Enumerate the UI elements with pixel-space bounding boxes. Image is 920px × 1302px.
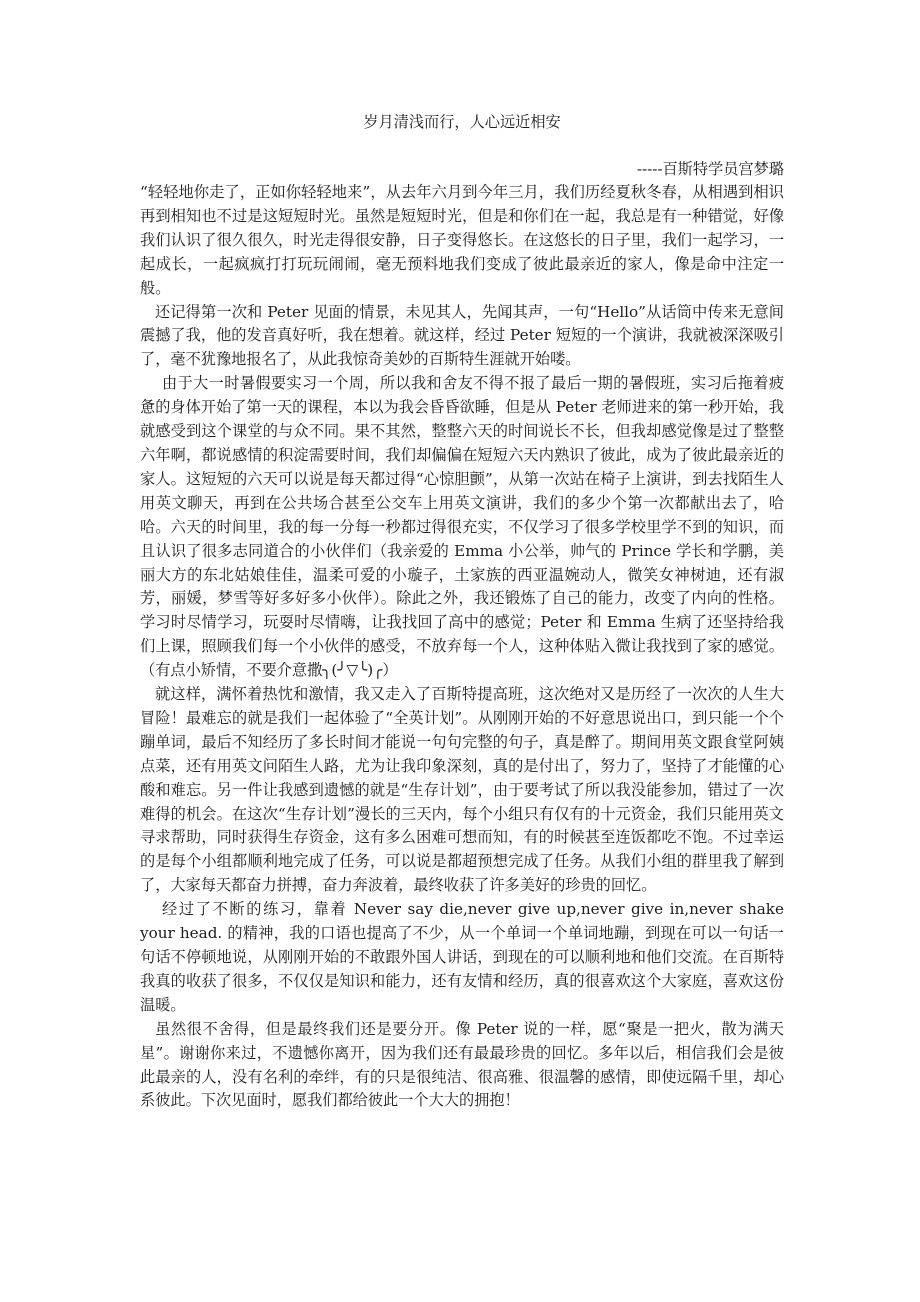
paragraph-4: 就这样，满怀着热忱和激情，我又走入了百斯特提高班，这次绝对又是历经了一次次的人生大冒险！最难忘的就是我们一起体验了“全英计划”。从刚刚开始的不好意思说出口，到只能一个个蹦单词，最后不知经历了多长时间才能说一句句完整的句子，真是醉了。期间用英文跟食堂阿姨点菜，还有用英文问陌生人路，尤为让我印象深刻，真的是付出了，努力了，坚持了才能懂的心酸和难忘。另一件让我感到遗憾的就是“生存计划”，由于要考试了所以我没能参加，错过了一次难得的机会。在这次“生存计划”漫长的三天内，每个小组只有仅有的十元资金，我们只能用英文寻求帮助，同时获得生存资金，这有多么困难可想而知，有的时候甚至连饭都吃不饱。不过幸运的是每个小组都顺利地完成了任务，可以说是都超预想完成了任务。从我们小组的群里我了解到了，大家每天都奋力拼搏，奋力奔波着，最终收获了许多美好的珍贵的回忆。 [140, 685, 784, 895]
paragraph-3: 由于大一时暑假要实习一个周，所以我和舍友不得不报了最后一期的暑假班，实习后拖着疲惫的身体开始了第一天的课程，本以为我会昏昏欲睡，但是从 Peter 老师进来的第一秒开始，我就感受到这个课堂的与众不同。果不其然，整整六天的时间说长不长，但我却感觉像是过了整整六年啊，都说感情的积淀需要时间，我们却偏偏在短短六天内熟识了彼此，成为了彼此最亲近的家人。这短短的六天可以说是每天都过得“心惊胆颤”，从第一次站在椅子上演讲，到去找陌生人用英文聊天，再到在公共场合甚至公交车上用英文演讲，我们的多少个第一次都献出去了，哈哈。六天的时间里，我的每一分每一秒都过得很充实，不仅学习了很多学校里学不到的知识，而且认识了很多志同道合的小伙伴们（我亲爱的 Emma 小公举，帅气的 Prince 学长和学鹏，美丽大方的东北姑娘佳佳，温柔可爱的小璇子，土家族的西亚温婉动人，微笑女神树迪，还有淑芳，丽媛，梦雪等好多好多小伙伴）。除此之外，我还锻炼了自己的能力，改变了内向的性格。学习时尽情学习，玩耍时尽情嗨，让我找回了高中的感觉；Peter 和 Emma 生病了还坚持给我们上课，照顾我们每一个小伙伴的感受，不放弃每一个人，这种体贴入微让我找到了家的感觉。（有点小矫情，不要介意撒╮(╯▽╰)╭） [140, 374, 784, 680]
document-author: -----百斯特学员宫梦璐 [636, 160, 784, 178]
paragraph-6: 虽然很不舍得，但是最终我们还是要分开。像 Peter 说的一样，愿“聚是一把火，散为满天星”。谢谢你来过，不遗憾你离开，因为我们还有最最珍贵的回忆。多年以后，相信我们会是彼此最亲的人，没有名利的牵绊，有的只是很纯洁、很高雅、很温馨的感情，即使远隔千里，却心系彼此。下次见面时，愿我们都给彼此一个大大的拥抱！ [140, 1019, 784, 1110]
document-body [140, 110, 784, 1113]
paragraph-5: 经过了不断的练习，靠着 Never say die,never give up,never give in,never shake your head. 的精神，我的口语也提高了不少，从一个单词一个单词地蹦，到现在可以一句话一句话不停顿地说，从刚刚开始的不敢跟外国人讲话，到现在的可以顺利地和他们交流。在百斯特我真的收获了很多，不仅仅是知识和能力，还有友情和经历，真的很喜欢这个大家庭，喜欢这份温暖。 [140, 900, 784, 1014]
document-title: 岁月清浅而行，人心远近相安 [363, 113, 561, 131]
paragraph-1: “轻轻地你走了，正如你轻轻地来”，从去年六月到今年三月，我们历经夏秋冬春，从相遇到相识再到相知也不过是这短短时光。虽然是短短时光，但是和你们在一起，我总是有一种错觉，好像我们认识了很久很久，时光走得很安静，日子变得悠长。在这悠长的日子里，我们一起学习，一起成长，一起疯疯打打玩玩闹闹，毫无预料地我们变成了彼此最亲近的家人，像是命中注定一般。 [140, 183, 784, 297]
paragraph-2: 还记得第一次和 Peter 见面的情景，未见其人，先闻其声，一句“Hello”从话筒中传来无意间震撼了我，他的发音真好听，我在想着。就这样，经过 Peter 短短的一个演讲，我就被深深吸引了，毫不犹豫地报名了，从此我惊奇美妙的百斯特生涯就开始喽。 [140, 302, 784, 369]
